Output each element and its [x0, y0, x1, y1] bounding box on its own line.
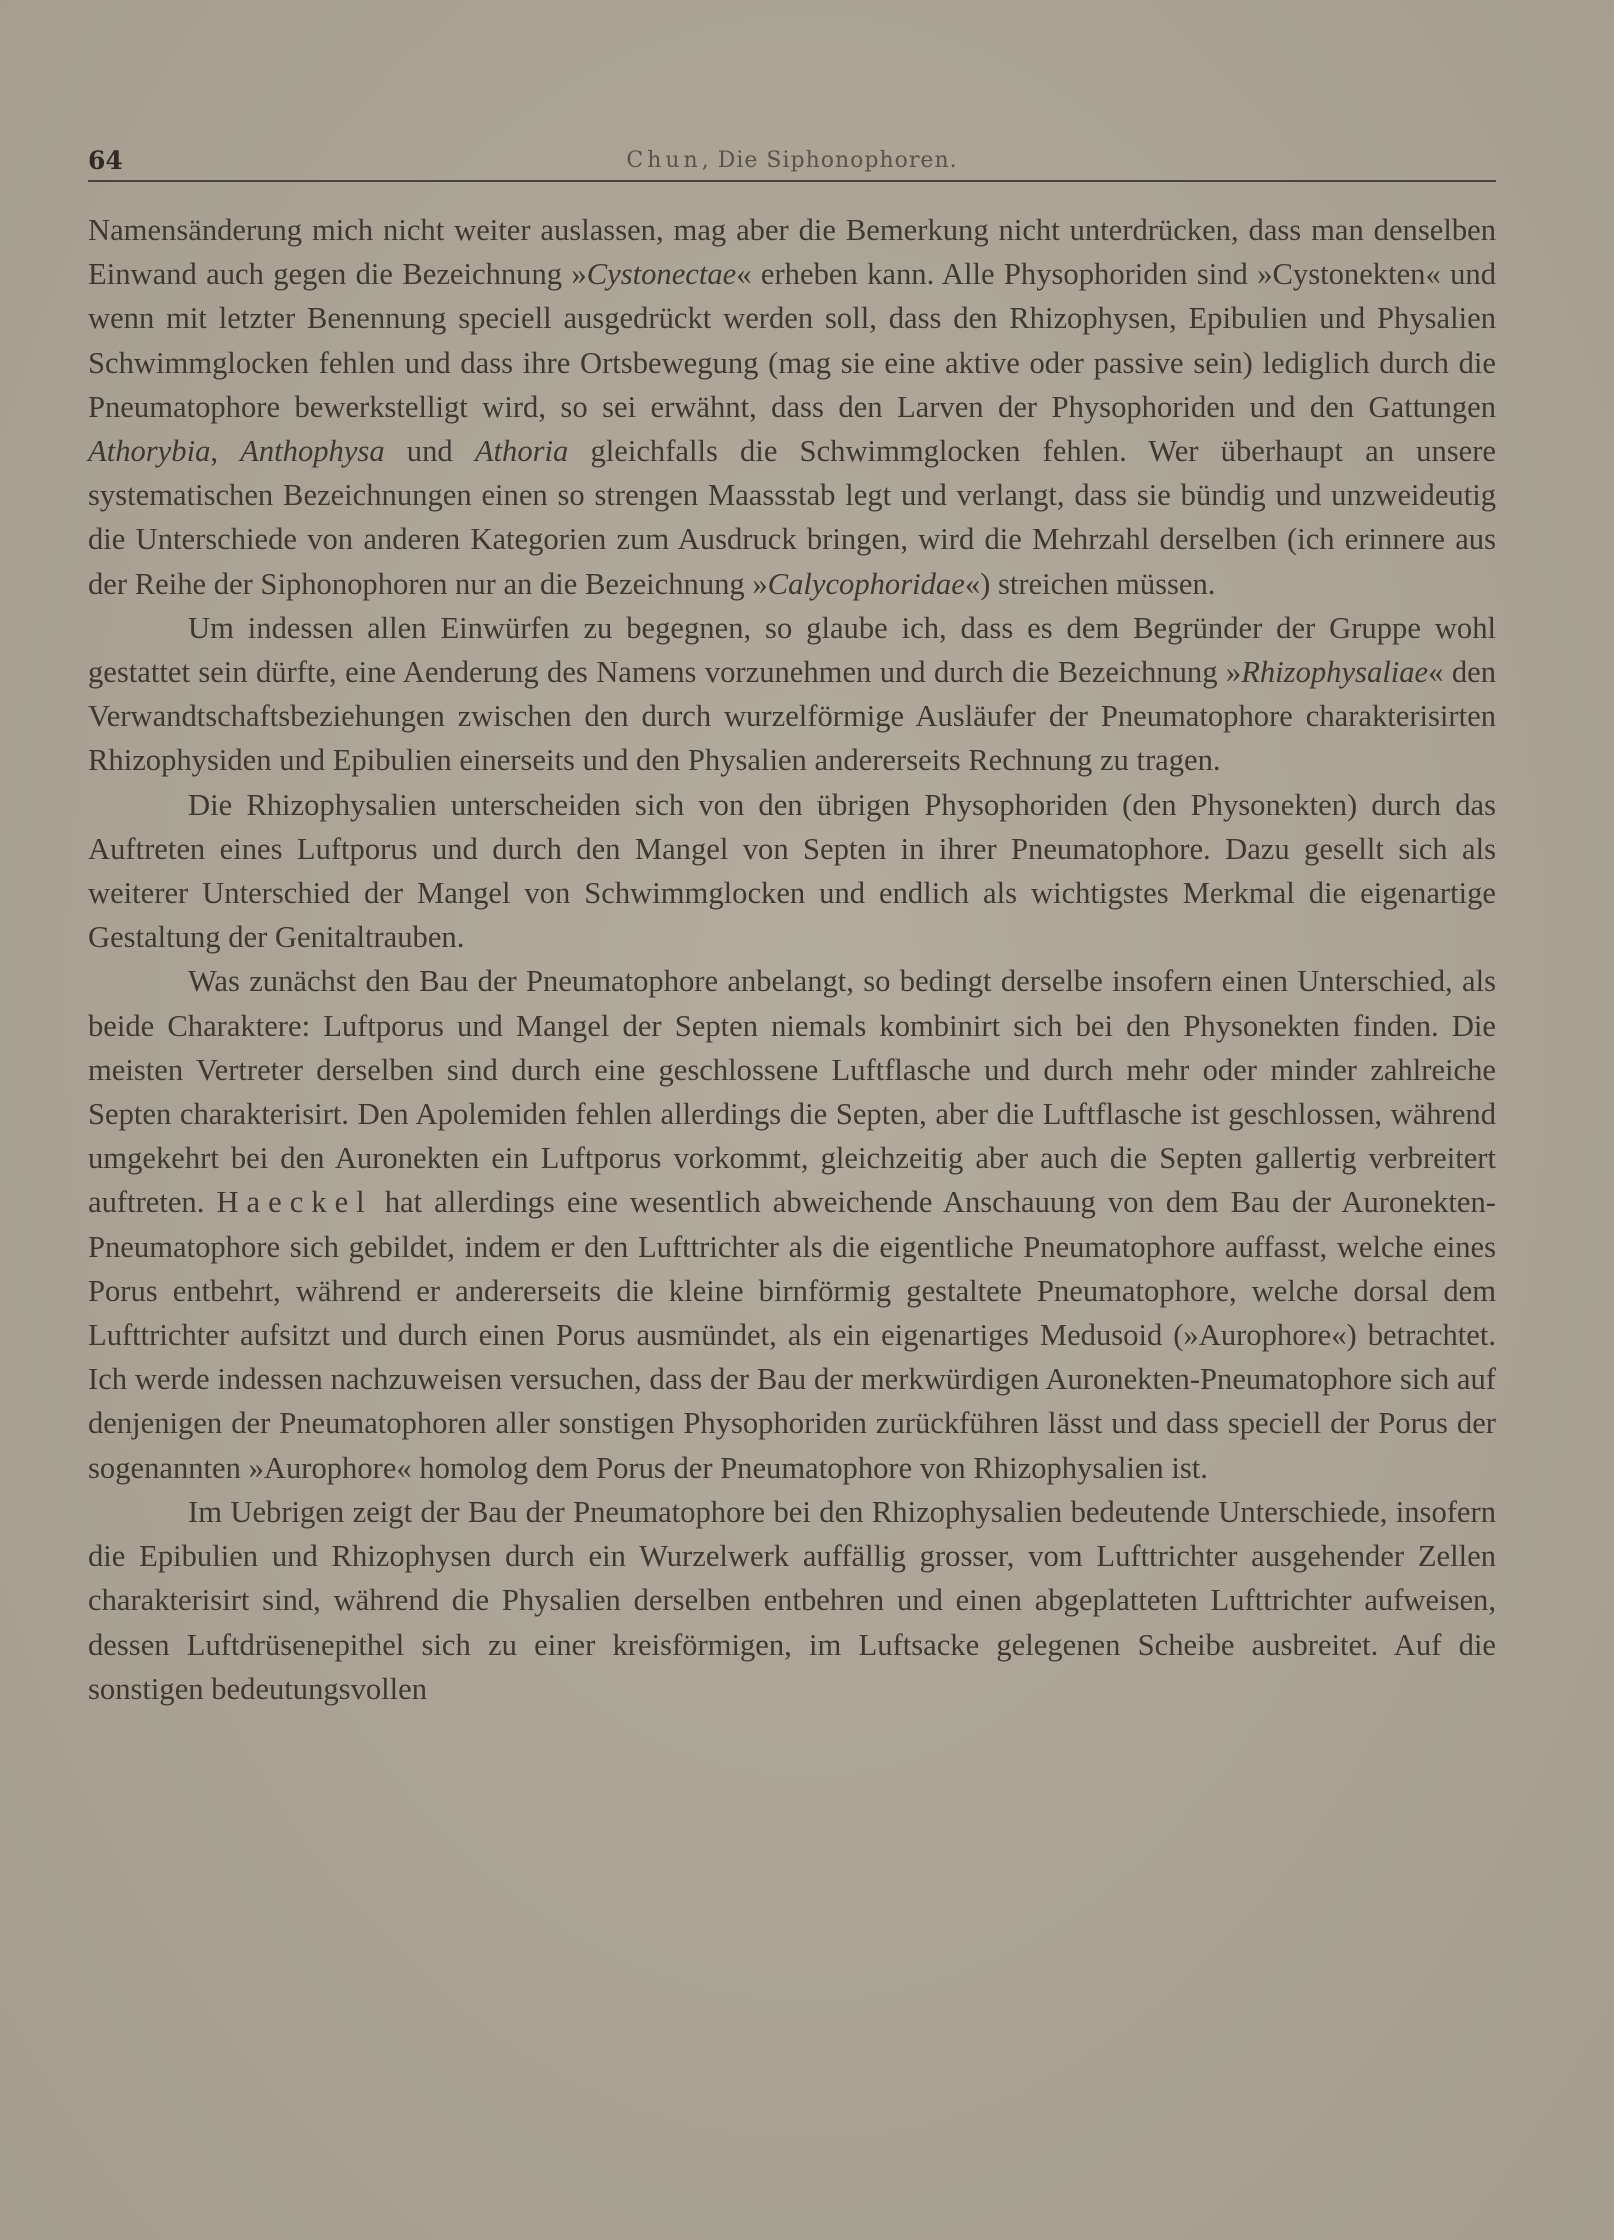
- italic-term: Rhizophysaliae: [1241, 655, 1429, 690]
- text-run: « den Verwandtschaftsbeziehungen zwischen den durch wurzelförmige Ausläufer der Pneumatophore charakterisirten Rhizophysiden und Epibulien einerseits und den Physalien andererseits Rechnung zu tragen.: [88, 655, 1496, 778]
- text-run: Was zunächst den Bau der Pneumatophore anbelangt, so bedingt derselbe insofern einen Unterschied, als beide Charaktere: Luftporus und Mangel der Septen niemals kombinirt sich bei den Physonekten finden. Die meisten Vertreter derselben sind durch eine geschlossene Luftflasche und durch mehr oder minder zahlreiche Septen charakterisirt. Den Apolemiden fehlen allerdings die Septen, aber die Luftflasche ist geschlossen, während umgekehrt bei den Auronekten ein Luftporus vorkommt, gleichzeitig aber auch die Septen gallertig verbreitert auftreten.: [88, 964, 1496, 1220]
- page-header: [88, 146, 1496, 182]
- text-run: ,: [210, 434, 241, 469]
- text-run: hat allerdings eine wesentlich abweichende Anschauung von dem Bau der Auronekten-Pneumatophore sich gebildet, indem er den Lufttrichter als die eigentliche Pneumatophore auffasst, welche eines Porus entbehrt, während er andererseits die kleine birnförmig gestaltete Pneumatophore, welche dorsal dem Lufttrichter aufsitzt und durch einen Porus ausmündet, als ein eigenartiges Medusoid (»Aurophore«) betrachtet. Ich werde indessen nachzuweisen versuchen, dass der Bau der merkwürdigen Auronekten-Pneumatophore sich auf denjenigen der Pneumatophoren aller sonstigen Physophoriden zurückführen lässt und dass speciell der Porus der sogenannten »Aurophore« homolog dem Porus der Pneumatophore von Rhizophysalien ist.: [88, 1185, 1496, 1485]
- paragraph-p3: [88, 783, 1496, 960]
- italic-term: Anthophysa: [240, 434, 385, 469]
- body-text: [88, 208, 1496, 1711]
- running-head-author: Chun: [626, 148, 702, 173]
- text-run: « erheben kann. Alle Physophoriden sind »Cystonekten« und wenn mit letzter Benennung speciell ausgedrückt werden soll, dass den Rhizophysen, Epibulien und Physalien Schwimmglocken fehlen und dass ihre Ortsbewegung (mag sie eine aktive oder passive sein) lediglich durch die Pneumatophore bewerkstelligt wird, so sei erwähnt, dass den Larven der Physophoriden und den Gattungen: [88, 257, 1496, 424]
- italic-term: Calycophoridae: [767, 566, 965, 601]
- running-head-title: , Die Siphonophoren.: [701, 148, 958, 173]
- italic-term: Athorybia: [88, 434, 211, 469]
- italic-term: Athoria: [474, 434, 569, 469]
- text-run: Im Uebrigen zeigt der Bau der Pneumatophore bei den Rhizophysalien bedeutende Unterschiede, insofern die Epibulien und Rhizophysen durch ein Wurzelwerk auffällig grosser, vom Lufttrichter ausgehender Zellen charakterisirt sind, während die Physalien derselben entbehren und einen abgeplatteten Lufttrichter aufweisen, dessen Luftdrüsenepithel sich zu einer kreisförmigen, im Luftsacke gelegenen Scheibe ausbreitet. Auf die sonstigen bedeutungsvollen: [88, 1494, 1496, 1706]
- paragraph-p4: [88, 959, 1496, 1489]
- text-run: Die Rhizophysalien unterscheiden sich von den übrigen Physophoriden (den Physonekten) durch das Auftreten eines Luftporus und durch den Mangel von Septen in ihrer Pneumatophore. Dazu gesellt sich als weiterer Unterschied der Mangel von Schwimmglocken und endlich als wichtigstes Merkmal die eigenartige Gestaltung der Genitaltrauben.: [88, 787, 1496, 955]
- running-head: [88, 148, 1496, 173]
- paragraph-p1: [88, 208, 1496, 606]
- paragraph-p2: [88, 606, 1496, 783]
- text-run: «) streichen müssen.: [964, 566, 1216, 601]
- italic-term: Cystonectae: [586, 257, 737, 292]
- text-run: Um indessen allen Einwürfen zu begegnen, so glaube ich, dass es dem Begründer der Gruppe wohl gestattet sein dürfte, eine Aenderung des Namens vorzunehmen und durch die Bezeichnung »: [88, 610, 1496, 690]
- page-number: 64: [88, 146, 123, 175]
- text-run: und: [384, 434, 475, 469]
- author-name: Haeckel: [216, 1185, 373, 1220]
- text-run: gleichfalls die Schwimmglocken fehlen. Wer überhaupt an unsere systematischen Bezeichnungen einen so strengen Maassstab legt und verlangt, dass sie bündig und unzweideutig die Unterschiede von anderen Kategorien zum Ausdruck bringen, wird die Mehrzahl derselben (ich erinnere aus der Reihe der Siphonophoren nur an die Bezeichnung »: [88, 434, 1496, 601]
- text-run: Namensänderung mich nicht weiter auslassen, mag aber die Bemerkung nicht unterdrücken, dass man denselben Einwand auch gegen die Bezeichnung »: [88, 213, 1496, 292]
- paragraph-p5: [88, 1490, 1496, 1711]
